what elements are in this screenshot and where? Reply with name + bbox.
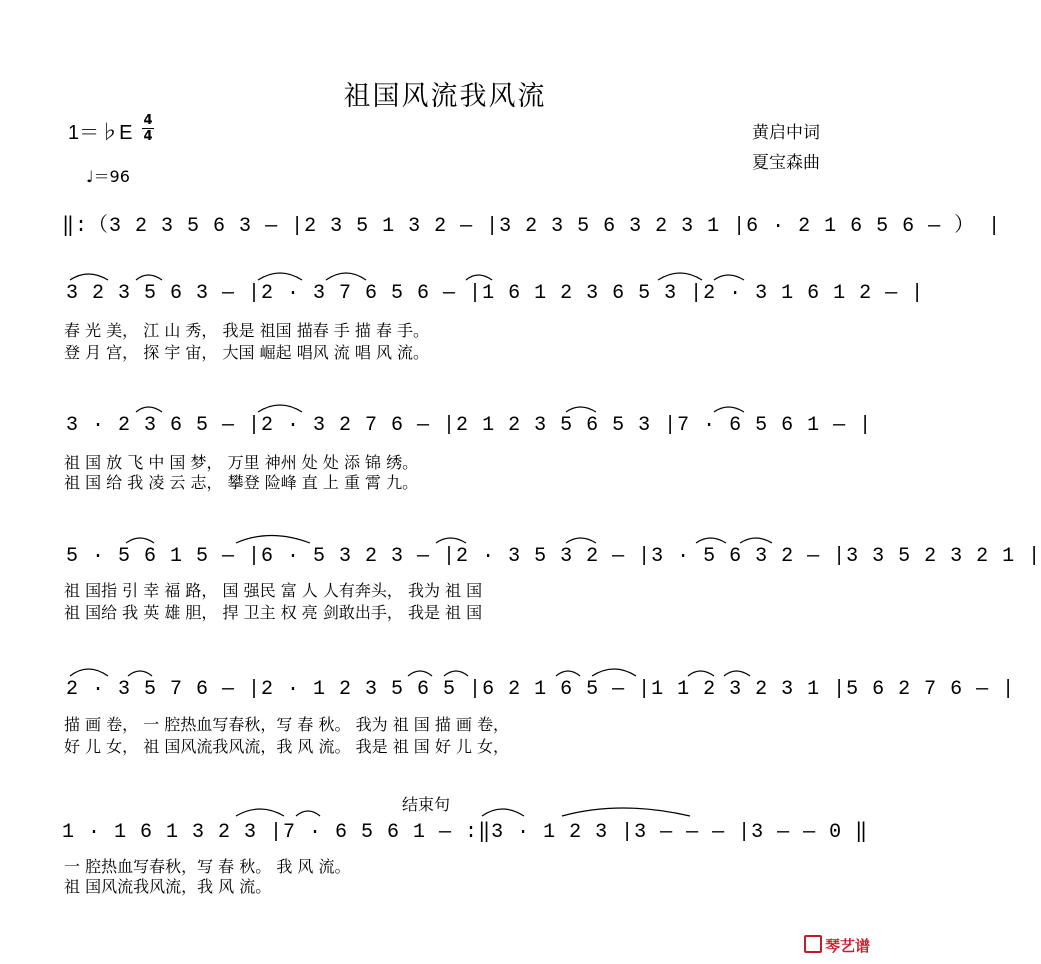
lyric-line: 祖 国指 引 幸 福 路， 国 强民 富 人 人有奔头， 我为 祖 国	[64, 581, 483, 600]
notation-line: ‖:（3 2 3 5 6 3 — |2 3 5 1 3 2 — |3 2 3 5 6 3 2 3 1 |6 · 2 1 6 5 6 — ） |	[62, 215, 1002, 238]
lyric-line: 好 儿 女， 祖 国风流我风流，我 风 流。 我是 祖 国 好 儿 女，	[64, 737, 510, 756]
lyric-line: 登 月 宫， 探 宇 宙， 大国 崛起 唱风 流 唱 风 流。	[64, 343, 430, 362]
lyric-line: 描 画 卷， 一 腔热血写春秋，写 春 秋。 我为 祖 国 描 画 卷，	[64, 715, 510, 734]
watermark-text: 琴艺谱	[824, 937, 870, 955]
lyric-line: 祖 国风流我风流，我 风 流。	[64, 877, 272, 896]
site-watermark	[804, 935, 870, 956]
notation-line: 1 · 1 6 1 3 2 3 |7 · 6 5 6 1 — :‖3 · 1 2 3 |3 — — — |3 — — 0 ‖	[62, 821, 869, 844]
notation-line: 2 · 3 5 7 6 — |2 · 1 2 3 5 6 5 |6 2 1 6 5 — |1 1 2 3 2 3 1 |5 6 2 7 6 — |	[66, 678, 1016, 701]
lyric-line: 祖 国 给 我 凌 云 志， 攀登 险峰 直 上 重 霄 九。	[64, 473, 419, 492]
lyric-line: 祖 国给 我 英 雄 胆， 捍 卫主 权 亮 剑敢出手， 我是 祖 国	[64, 603, 483, 622]
lyricist-credit: 黄启中词	[752, 123, 820, 143]
key-signature: 1＝♭E	[68, 122, 133, 144]
notation-line: 3 2 3 5 6 3 — |2 · 3 7 6 5 6 — |1 6 1 2 3 6 5 3 |2 · 3 1 6 1 2 — |	[66, 282, 925, 305]
watermark-logo-icon	[804, 935, 822, 953]
lyric-line: 春 光 美， 江 山 秀， 我是 祖国 描春 手 描 春 手。	[64, 321, 430, 340]
composer-credit: 夏宝森曲	[752, 153, 820, 173]
lyric-line: 一 腔热血写春秋，写 春 秋。 我 风 流。	[64, 857, 351, 876]
ending-label: 结束句	[402, 795, 451, 814]
tempo-marking: ♩＝96	[86, 167, 130, 186]
notation-line: 3 · 2 3 6 5 — |2 · 3 2 7 6 — |2 1 2 3 5 6 5 3 |7 · 6 5 6 1 — |	[66, 414, 873, 437]
notation-line: 5 · 5 6 1 5 — |6 · 5 3 2 3 — |2 · 3 5 3 2 — |3 · 5 6 3 2 — |3 3 5 2 3 2 1 |	[66, 545, 1041, 568]
song-title: 祖国风流我风流	[343, 81, 547, 112]
lyric-line: 祖 国 放 飞 中 国 梦， 万里 神州 处 处 添 锦 绣。	[64, 453, 419, 472]
time-signature-top: 4	[143, 113, 153, 128]
time-signature-bottom: 4	[143, 129, 153, 144]
